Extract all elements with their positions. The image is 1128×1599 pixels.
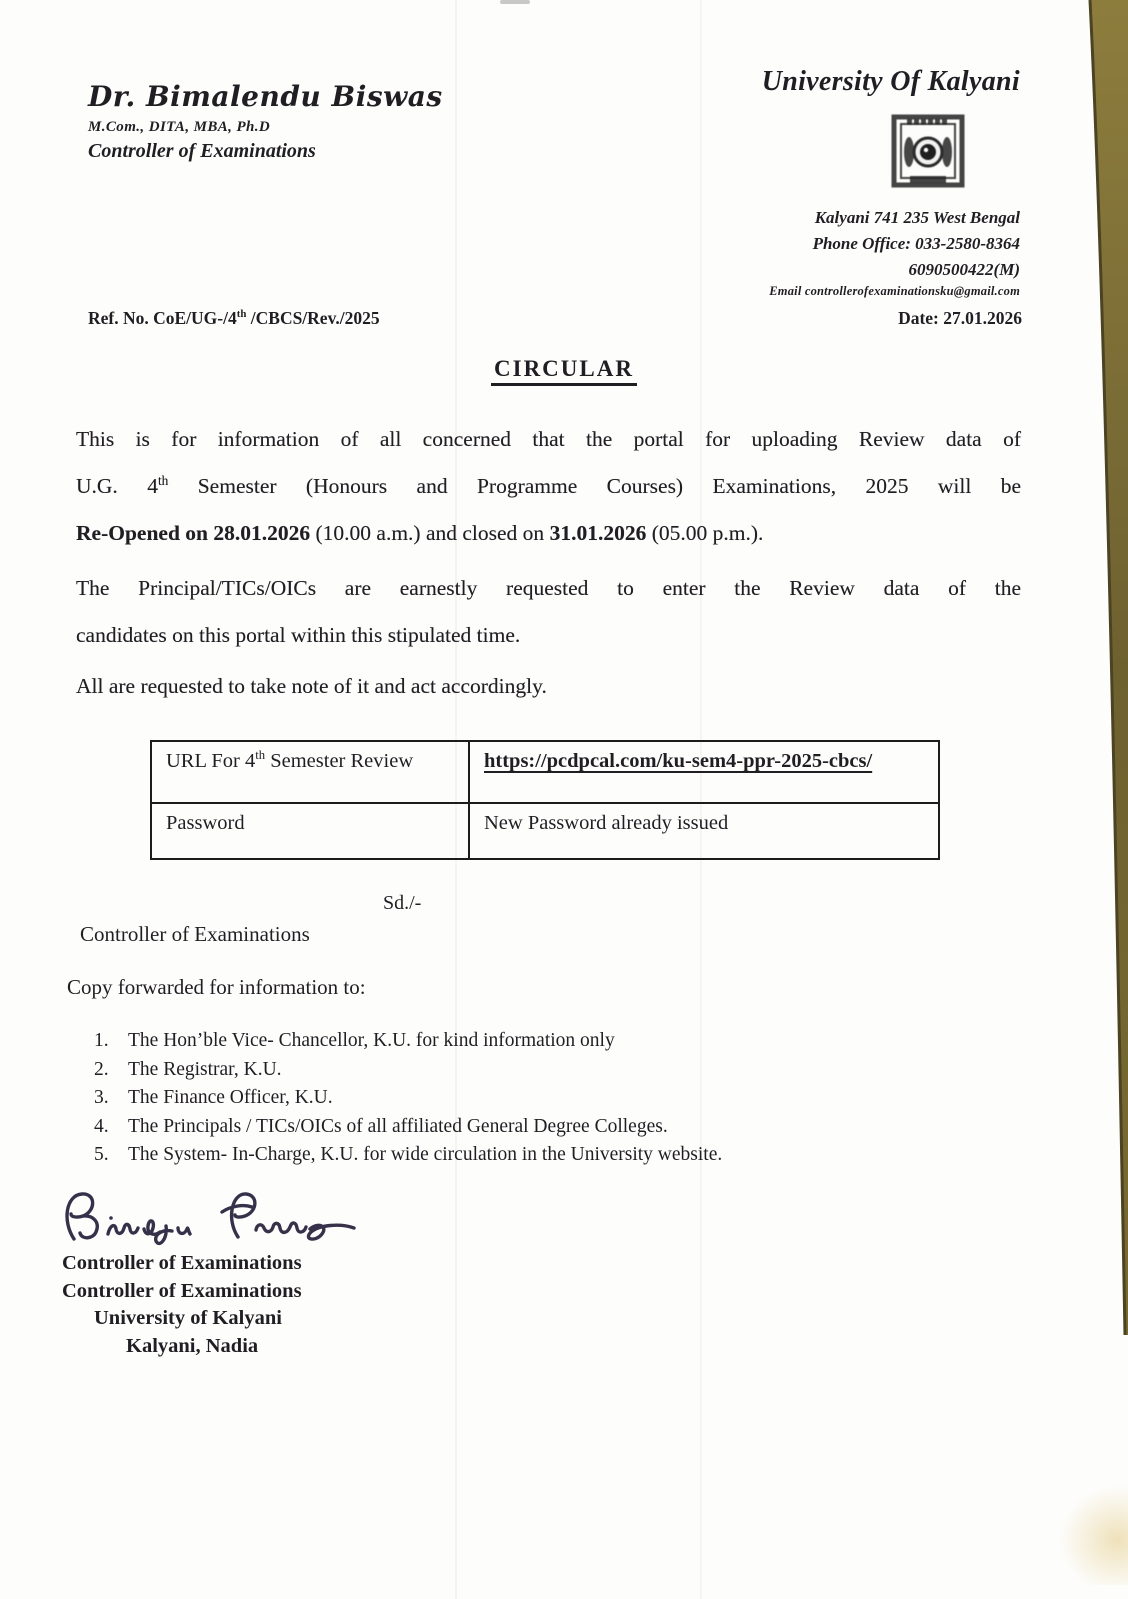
item-number: 1. bbox=[94, 1030, 109, 1051]
item-text: The Hon’ble Vice- Chancellor, K.U. for kind information only bbox=[128, 1030, 615, 1051]
footer-designation-1: Controller of Examinations bbox=[62, 1252, 302, 1274]
list-item bbox=[94, 1027, 722, 1056]
reference-line bbox=[88, 308, 1022, 329]
ordinal-suffix: th bbox=[255, 748, 266, 763]
item-text: The Finance Officer, K.U. bbox=[128, 1087, 333, 1108]
copy-forwarded-list bbox=[94, 1027, 722, 1170]
item-text: The Registrar, K.U. bbox=[128, 1058, 282, 1080]
university-email: Email controllerofexaminationsku@gmail.com bbox=[769, 284, 1020, 298]
item-number: 4. bbox=[94, 1115, 109, 1137]
sender-name: Dr. Bimalendu Biswas bbox=[88, 80, 443, 113]
footer-university: University of Kalyani bbox=[94, 1307, 282, 1329]
review-info-table bbox=[150, 740, 940, 860]
reopen-date: Re-Opened on 28.01.2026 bbox=[76, 521, 311, 545]
sd-abbreviation: Sd./- bbox=[383, 892, 422, 914]
university-name: University Of Kalyani bbox=[761, 66, 1020, 97]
paragraph-1-line-1: This is for information of all concerned that the portal for uploading Review data of bbox=[76, 427, 1021, 451]
review-portal-url: https://pcdpcal.com/ku-sem4-ppr-2025-cbcs/ bbox=[484, 750, 873, 772]
item-text: The System- In-Charge, K.U. for wide circulation in the University website. bbox=[128, 1144, 723, 1165]
ordinal-suffix: th bbox=[236, 308, 247, 321]
circular-title: CIRCULAR bbox=[0, 356, 1128, 382]
password-label-cell: Password bbox=[152, 804, 470, 858]
ref-number: Ref. No. CoE/UG-/4th /CBCS/Rev./2025 bbox=[88, 308, 380, 328]
paragraph-2-line-2: candidates on this portal within this stipulated time. bbox=[76, 623, 521, 647]
university-emblem-icon bbox=[890, 110, 966, 197]
footer-location: Kalyani, Nadia bbox=[126, 1334, 259, 1357]
closing-note: All are requested to take note of it and act accordingly. bbox=[76, 674, 547, 698]
desk-edge bbox=[1080, 0, 1128, 1599]
list-item bbox=[94, 1113, 722, 1142]
footer-block bbox=[62, 1250, 302, 1360]
university-address: Kalyani 741 235 West Bengal bbox=[814, 208, 1020, 227]
paragraph-2-line-1: The Principal/TICs/OICs are earnestly requested to enter the Review data of the bbox=[76, 576, 1021, 600]
sender-designation: Controller of Examinations bbox=[88, 140, 316, 162]
item-number: 2. bbox=[94, 1058, 109, 1080]
list-item bbox=[94, 1141, 722, 1170]
item-number: 5. bbox=[94, 1144, 109, 1165]
url-label-cell: URL For 4th Semester Review bbox=[152, 742, 470, 804]
sender-block bbox=[88, 80, 443, 163]
footer-designation-2: Controller of Examinations bbox=[62, 1279, 302, 1302]
password-value-cell: New Password already issued bbox=[484, 812, 729, 834]
list-item bbox=[94, 1084, 722, 1113]
item-text: The Principals / TICs/OICs of all affiliated General Degree Colleges. bbox=[128, 1115, 668, 1137]
paragraph-1-line-3: Re-Opened on 28.01.2026 (10.00 a.m.) and closed on 31.01.2026 (05.00 p.m.). bbox=[76, 521, 764, 545]
copy-forwarded-heading: Copy forwarded for information to: bbox=[67, 975, 366, 999]
university-phone: Phone Office: 033-2580-8364 bbox=[812, 234, 1020, 253]
university-mobile: 6090500422(M) bbox=[908, 260, 1020, 279]
list-item bbox=[94, 1056, 722, 1085]
url-value-cell bbox=[470, 742, 938, 804]
paragraph-1-line-2: U.G. 4th Semester (Honours and Programme Courses) Examinations, 2025 will be bbox=[76, 472, 1021, 498]
scan-mark bbox=[500, 0, 530, 4]
sender-qualifications: M.Com., DITA, MBA, Ph.D bbox=[88, 119, 271, 135]
ref-date: Date: 27.01.2026 bbox=[898, 308, 1022, 328]
university-block bbox=[762, 66, 1020, 299]
item-number: 3. bbox=[94, 1087, 109, 1108]
close-date: 31.01.2026 bbox=[549, 521, 647, 545]
signoff-designation: Controller of Examinations bbox=[80, 922, 310, 946]
body-text bbox=[76, 416, 1021, 659]
ordinal-suffix: th bbox=[157, 472, 169, 488]
